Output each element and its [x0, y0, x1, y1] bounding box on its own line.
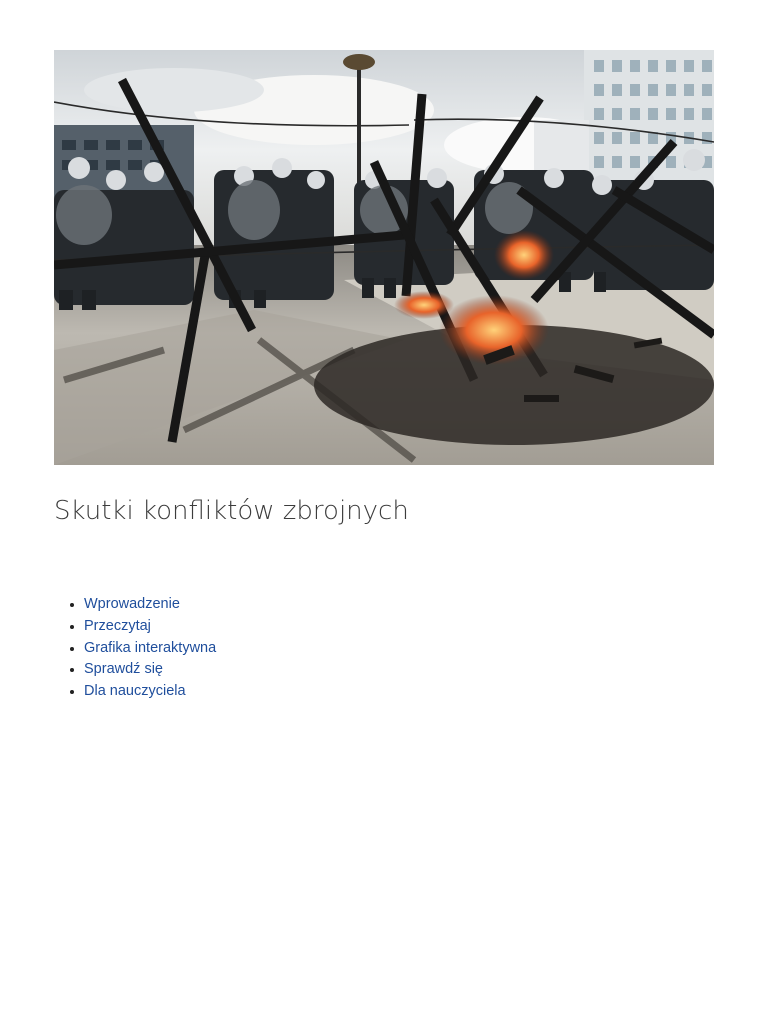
- nav-item-check-yourself: [84, 659, 216, 681]
- nav-link-grafika-interaktywna[interactable]: Grafika interaktywna: [84, 639, 217, 656]
- page-title: Skutki konfliktów zbrojnych: [54, 496, 409, 526]
- nav-item-interactive-graphic: [84, 638, 216, 660]
- nav-link-przeczytaj[interactable]: Przeczytaj: [84, 617, 151, 634]
- nav-item-for-teacher: [84, 681, 216, 703]
- nav-link-dla-nauczyciela[interactable]: Dla nauczyciela: [84, 683, 186, 700]
- riot-barricade-photo: [54, 50, 714, 465]
- nav-link-wprowadzenie[interactable]: Wprowadzenie: [84, 596, 180, 612]
- section-nav-list: [84, 594, 216, 703]
- nav-item-read: [84, 616, 216, 638]
- hero-image: [54, 50, 714, 465]
- nav-item-intro: [84, 594, 216, 616]
- nav-link-sprawdz-sie[interactable]: Sprawdź się: [84, 661, 163, 678]
